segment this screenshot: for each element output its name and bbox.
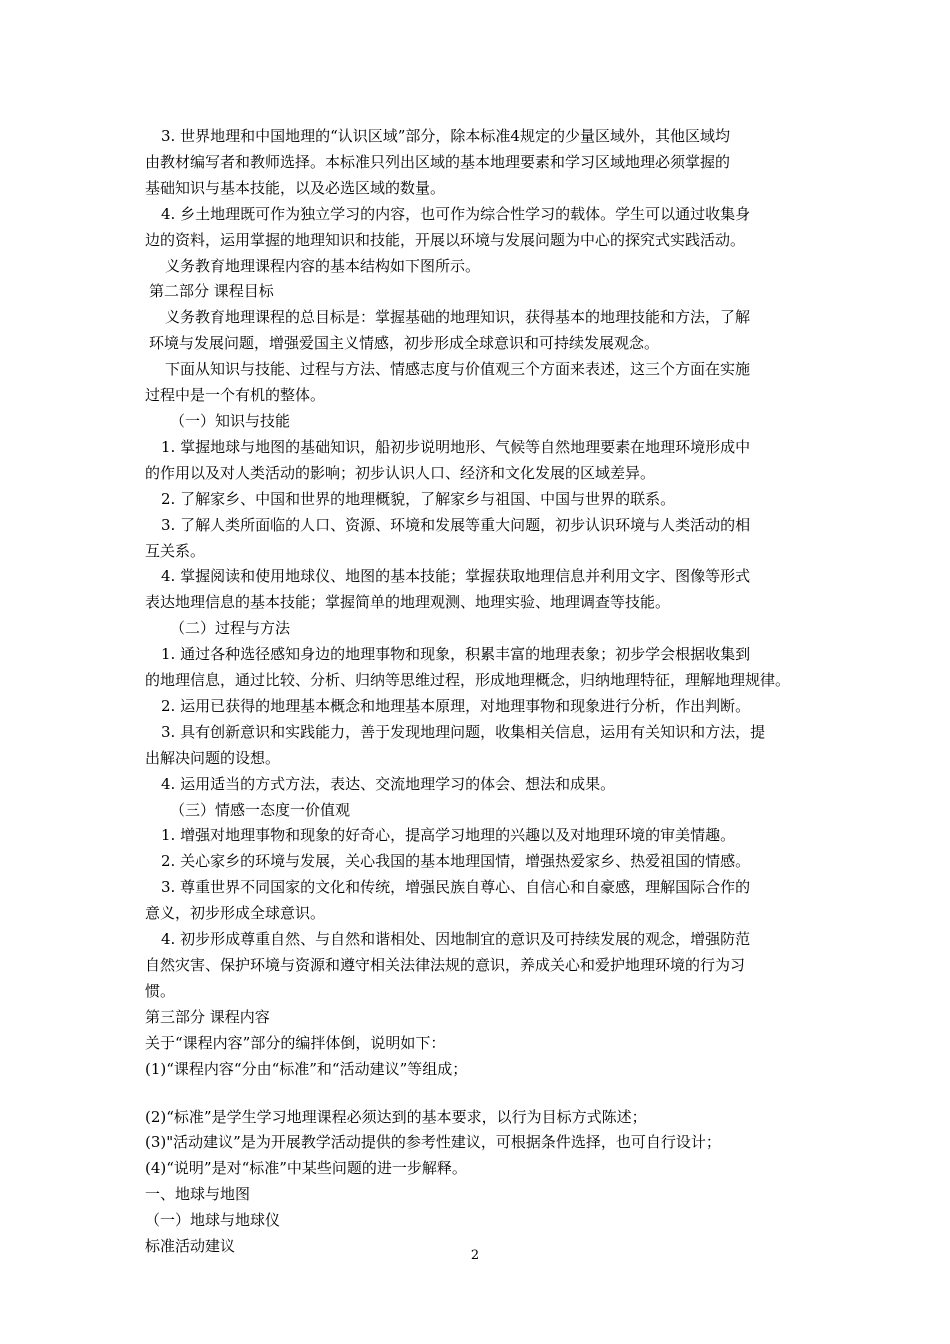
text-line: 2. 了解家乡、中国和世界的地理概貌，了解家乡与祖国、中国与世界的联系。 xyxy=(161,489,676,508)
text-line: 关于“课程内容”部分的编拌体倒，说明如下： xyxy=(145,1033,446,1052)
text-line: 互关系。 xyxy=(145,541,206,560)
text-line: (4)“说明”是对“标准”中某些问题的进一步解释。 xyxy=(145,1159,467,1178)
text-line: (2)“标准”是学生学习地理课程必须达到的基本要求，以行为目标方式陈述； xyxy=(145,1107,647,1126)
text-line: 一、地球与地图 xyxy=(145,1185,251,1204)
text-line: 下面从知识与技能、过程与方法、情感志度与价值观三个方面来表述，这三个方面在实施 xyxy=(165,360,751,379)
text-line: 由教材编写者和教师选择。本标准只列出区域的基本地理要素和学习区域地理必须掌握的 xyxy=(145,152,731,171)
text-line: （二）过程与方法 xyxy=(170,619,291,638)
text-line: 过程中是一个有机的整体。 xyxy=(145,386,326,405)
document-body xyxy=(145,124,813,1260)
text-line: 第三部分 课程内容 xyxy=(145,1007,270,1026)
blank-line xyxy=(145,1083,813,1105)
text-line: 自然灾害、保护环境与资源和遵守相关法律法规的意识，养成关心和爱护地理环境的行为习 xyxy=(145,956,746,974)
text-line: （一）地球与地球仪 xyxy=(145,1211,281,1230)
text-line: 4. 运用适当的方式方法，表达、交流地理学习的体会、想法和成果。 xyxy=(161,774,616,793)
text-line: 1. 增强对地理事物和现象的好奇心，提高学习地理的兴趣以及对地理环境的审美情趣。 xyxy=(161,826,736,845)
text-line: 3. 具有创新意识和实践能力，善于发现地理问题，收集相关信息，运用有关知识和方法，提 xyxy=(161,722,766,741)
text-line: 表达地理信息的基本技能；掌握简单的地理观测、地理实验、地理调查等技能。 xyxy=(145,593,671,612)
text-line: 基础知识与基本技能，以及必选区域的数量。 xyxy=(145,178,446,197)
text-line: 的地理信息，通过比较、分析、归纳等思维过程，形成地理概念，归纳地理特征，理解地理规律。 xyxy=(145,671,791,690)
text-line: 义务教育地理课程内容的基本结构如下图所示。 xyxy=(165,256,481,275)
text-line: 义务教育地理课程的总目标是：掌握基础的地理知识，获得基本的地理技能和方法，了解 xyxy=(165,308,751,327)
text-line: 第二部分 课程目标 xyxy=(149,282,274,301)
text-line: 4. 掌握阅读和使用地球仪、地图的基本技能；掌握获取地理信息并利用文字、图像等形式 xyxy=(161,567,751,586)
text-line: 标准活动建议 xyxy=(145,1237,236,1256)
text-line: (1)“课程内容“分由“标准”和“活动建议”等组成； xyxy=(145,1059,468,1078)
text-line: 4. 乡土地理既可作为独立学习的内容，也可作为综合性学习的载体。学生可以通过收集身 xyxy=(161,204,751,223)
text-line: 2. 关心家乡的环境与发展，关心我国的基本地理国情，增强热爱家乡、热爱祖国的情感。 xyxy=(161,852,751,871)
text-line: 3. 世界地理和中国地理的“认识区域”部分，除本标准4规定的少量区域外，其他区域均 xyxy=(161,127,730,145)
text-line: (3)"活动建议”是为开展教学活动提供的参考性建议，可根据条件选择，也可自行设计； xyxy=(145,1133,721,1152)
text-line: （一）知识与技能 xyxy=(170,411,291,430)
text-line: 的作用以及对人类活动的影响；初步认识人口、经济和文化发展的区域差异。 xyxy=(145,463,656,482)
text-line: 3. 尊重世界不同国家的文化和传统，增强民族自尊心、自信心和自豪感，理解国际合作的 xyxy=(161,878,751,897)
text-line: 出解决问题的设想。 xyxy=(145,748,281,767)
text-line: 意义，初步形成全球意识。 xyxy=(145,904,326,923)
page-number: 2 xyxy=(470,1248,480,1263)
text-line: 3. 了解人类所面临的人口、资源、环境和发展等重大问题，初步认识环境与人类活动的相 xyxy=(161,515,751,534)
text-line: 2. 运用已获得的地理基本概念和地理基本原理，对地理事物和现象进行分析，作出判断。 xyxy=(161,696,751,715)
text-line: 4. 初步形成尊重自然、与自然和谐相处、因地制宜的意识及可持续发展的观念，增强防范 xyxy=(161,930,751,949)
text-line: 1. 通过各种选径感知身边的地理事物和现象，积累丰富的地理表象；初步学会根据收集到 xyxy=(161,645,751,664)
text-line: 1. 掌握地球与地图的基础知识，船初步说明地形、气候等自然地理要素在地理环境形成中 xyxy=(161,437,751,456)
text-line: 边的资料，运用掌握的地理知识和技能，开展以环境与发展问题为中心的探究式实践活动。 xyxy=(145,230,746,249)
text-line: 惯。 xyxy=(145,981,176,1000)
text-line: 环境与发展问题，增强爱国主义情感，初步形成全球意识和可持续发展观念。 xyxy=(149,334,660,353)
text-line: （三）情感一态度一价值观 xyxy=(170,800,351,819)
